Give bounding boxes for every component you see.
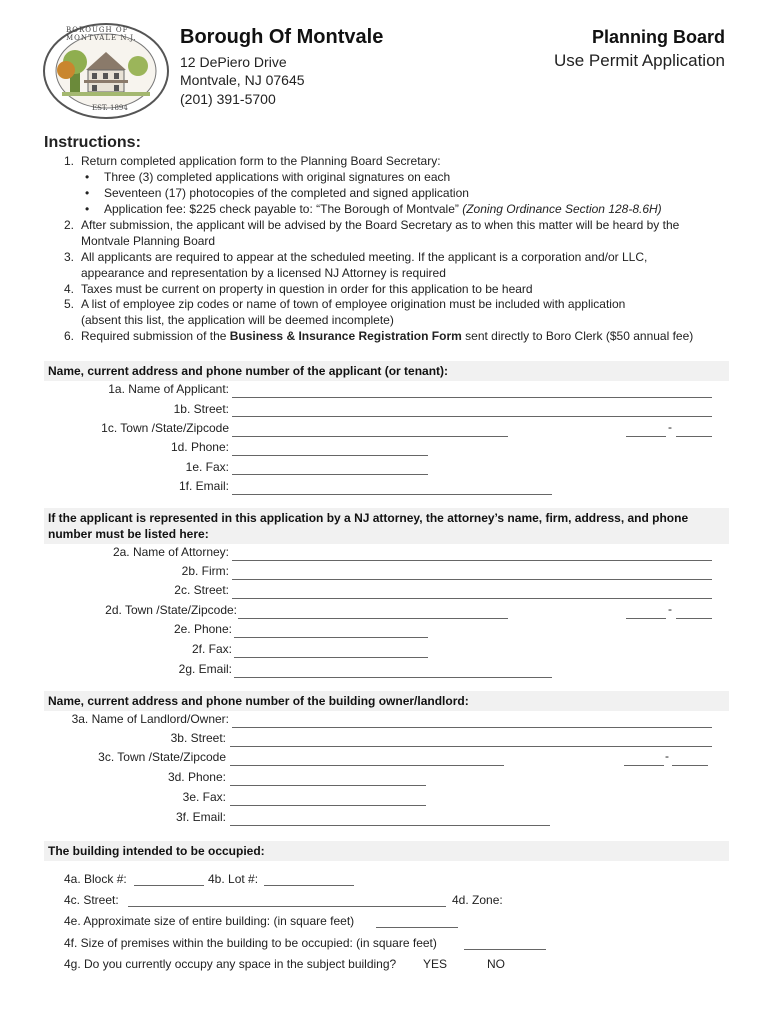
seal-top-text: BOROUGH OF MONTVALE N.J. <box>66 26 137 42</box>
seal-established-text: EST. 1894 <box>92 104 128 112</box>
instruction-2-line-1: After submission, the applicant will be advised by the Board Secretary as to when this matter will be heard by the <box>81 218 680 232</box>
applicant-section-heading: Name, current address and phone number of the applicant (or tenant): <box>44 361 729 381</box>
owner-name-label: 3a. Name of Landlord/Owner: <box>71 712 229 726</box>
owner-section-heading: Name, current address and phone number of the building owner/landlord: <box>44 691 729 711</box>
instruction-1-number: 1. <box>64 154 75 168</box>
instruction-3-line-2: appearance and representation by a licensed NJ Attorney is required <box>81 266 446 280</box>
org-phone: (201) 391-5700 <box>180 91 276 107</box>
instruction-1-bullet-2: Seventeen (17) photocopies of the completed and signed application <box>104 186 469 200</box>
instruction-6-post: sent directly to Boro Clerk ($50 annual fee) <box>461 329 694 343</box>
attorney-email-input[interactable] <box>234 677 552 678</box>
attorney-zip-input[interactable] <box>626 618 666 619</box>
owner-phone-input[interactable] <box>230 785 426 786</box>
org-name: Borough Of Montvale <box>180 26 384 48</box>
attorney-firm-label: 2b. Firm: <box>181 564 229 578</box>
owner-zip4-input[interactable] <box>672 765 708 766</box>
instruction-2-line-2: Montvale Planning Board <box>81 234 216 248</box>
bullet-icon: • <box>85 186 90 200</box>
owner-town-label: 3c. Town /State/Zipcode <box>98 750 226 764</box>
occupy-yes-option[interactable]: YES <box>423 957 448 971</box>
instruction-4: Taxes must be current on property in question in order for this application to be heard <box>81 282 533 296</box>
fee-text: Application fee: $225 check payable to: “The Borough of Montvale” <box>104 202 459 216</box>
applicant-town-input[interactable] <box>232 436 508 437</box>
attorney-zip4-input[interactable] <box>676 618 712 619</box>
applicant-phone-input[interactable] <box>232 455 428 456</box>
occupy-no-option[interactable]: NO <box>487 957 505 971</box>
attorney-town-label: 2d. Town /State/Zipcode: <box>105 603 237 617</box>
bullet-icon: • <box>85 170 90 184</box>
instruction-6 <box>81 328 693 344</box>
attorney-name-label: 2a. Name of Attorney: <box>112 545 229 559</box>
instruction-2-number: 2. <box>64 218 75 232</box>
zip-dash: - <box>665 749 669 763</box>
attorney-phone-input[interactable] <box>234 637 428 638</box>
zip-dash: - <box>668 602 672 616</box>
owner-fax-input[interactable] <box>230 805 426 806</box>
attorney-email-label: 2g. Email: <box>178 662 232 676</box>
bullet-icon: • <box>85 202 90 216</box>
instruction-1: Return completed application form to the Planning Board Secretary: <box>81 154 441 168</box>
org-city: Montvale, NJ 07645 <box>180 72 305 88</box>
borough-seal-logo <box>42 22 170 120</box>
applicant-fax-input[interactable] <box>232 474 428 475</box>
applicant-fax-label: 1e. Fax: <box>185 460 229 474</box>
applicant-street-input[interactable] <box>232 416 712 417</box>
attorney-street-label: 2c. Street: <box>174 583 229 597</box>
block-input[interactable] <box>134 885 204 886</box>
applicant-zip4-input[interactable] <box>676 436 712 437</box>
lot-input[interactable] <box>264 885 354 886</box>
board-title: Planning Board <box>591 27 725 47</box>
attorney-fax-label: 2f. Fax: <box>191 642 232 656</box>
occupy-question: 4g. Do you currently occupy any space in the subject building? <box>64 957 397 971</box>
owner-email-label: 3f. Email: <box>175 810 226 824</box>
applicant-email-input[interactable] <box>232 494 552 495</box>
instruction-3-number: 3. <box>64 250 75 264</box>
building-size-label: 4e. Approximate size of entire building: (in square feet) <box>64 914 355 928</box>
applicant-zip-input[interactable] <box>626 436 666 437</box>
attorney-heading-line-1: If the applicant is represented in this application by a NJ attorney, the attorney’s name, firm, address, and phone <box>48 511 689 525</box>
instruction-3-line-1: All applicants are required to appear at the scheduled meeting. If the applicant is a corporation and/or LLC, <box>81 250 648 264</box>
instruction-5-line-2: (absent this list, the application will be deemed incomplete) <box>81 313 394 327</box>
attorney-firm-input[interactable] <box>232 579 712 580</box>
fee-ordinance-ref: (Zoning Ordinance Section 128-8.6H) <box>462 202 662 216</box>
building-section-heading: The building intended to be occupied: <box>44 841 729 861</box>
applicant-name-label: 1a. Name of Applicant: <box>108 382 229 396</box>
instruction-6-number: 6. <box>64 329 75 343</box>
attorney-name-input[interactable] <box>232 560 712 561</box>
form-title: Use Permit Application <box>553 51 725 70</box>
org-street: 12 DePiero Drive <box>180 54 287 70</box>
zone-label: 4d. Zone: <box>452 893 503 907</box>
attorney-section-heading <box>44 508 729 544</box>
applicant-name-input[interactable] <box>232 397 712 398</box>
instruction-6-pre: Required submission of the <box>81 329 230 343</box>
owner-street-input[interactable] <box>230 746 712 747</box>
instructions-heading: Instructions: <box>44 134 141 151</box>
owner-zip-input[interactable] <box>624 765 664 766</box>
applicant-town-label: 1c. Town /State/Zipcode <box>101 421 229 435</box>
attorney-town-input[interactable] <box>238 618 508 619</box>
lot-label: 4b. Lot #: <box>208 872 259 886</box>
owner-phone-label: 3d. Phone: <box>167 770 226 784</box>
owner-street-label: 3b. Street: <box>170 731 226 745</box>
owner-email-input[interactable] <box>230 825 550 826</box>
attorney-heading-line-2: number must be listed here: <box>48 527 209 541</box>
attorney-phone-label: 2e. Phone: <box>173 622 232 636</box>
instruction-5-number: 5. <box>64 297 75 311</box>
attorney-fax-input[interactable] <box>234 657 428 658</box>
premises-size-label: 4f. Size of premises within the building to be occupied: (in square feet) <box>64 936 437 950</box>
applicant-email-label: 1f. Email: <box>178 479 229 493</box>
building-street-label: 4c. Street: <box>64 893 119 907</box>
owner-name-input[interactable] <box>232 727 712 728</box>
owner-fax-label: 3e. Fax: <box>182 790 226 804</box>
building-size-input[interactable] <box>376 927 458 928</box>
instruction-1-bullet-1: Three (3) completed applications with original signatures on each <box>104 170 451 184</box>
instruction-4-number: 4. <box>64 282 75 296</box>
attorney-street-input[interactable] <box>232 598 712 599</box>
registration-form-name: Business & Insurance Registration Form <box>229 329 462 343</box>
premises-size-input[interactable] <box>464 949 546 950</box>
building-street-input[interactable] <box>128 906 446 907</box>
zip-dash: - <box>668 420 672 434</box>
instruction-5-line-1: A list of employee zip codes or name of town of employee origination must be included with application <box>81 297 626 311</box>
owner-town-input[interactable] <box>230 765 504 766</box>
applicant-phone-label: 1d. Phone: <box>170 440 229 454</box>
instruction-1-bullet-3 <box>104 201 662 217</box>
applicant-street-label: 1b. Street: <box>173 402 229 416</box>
block-label: 4a. Block #: <box>64 872 127 886</box>
